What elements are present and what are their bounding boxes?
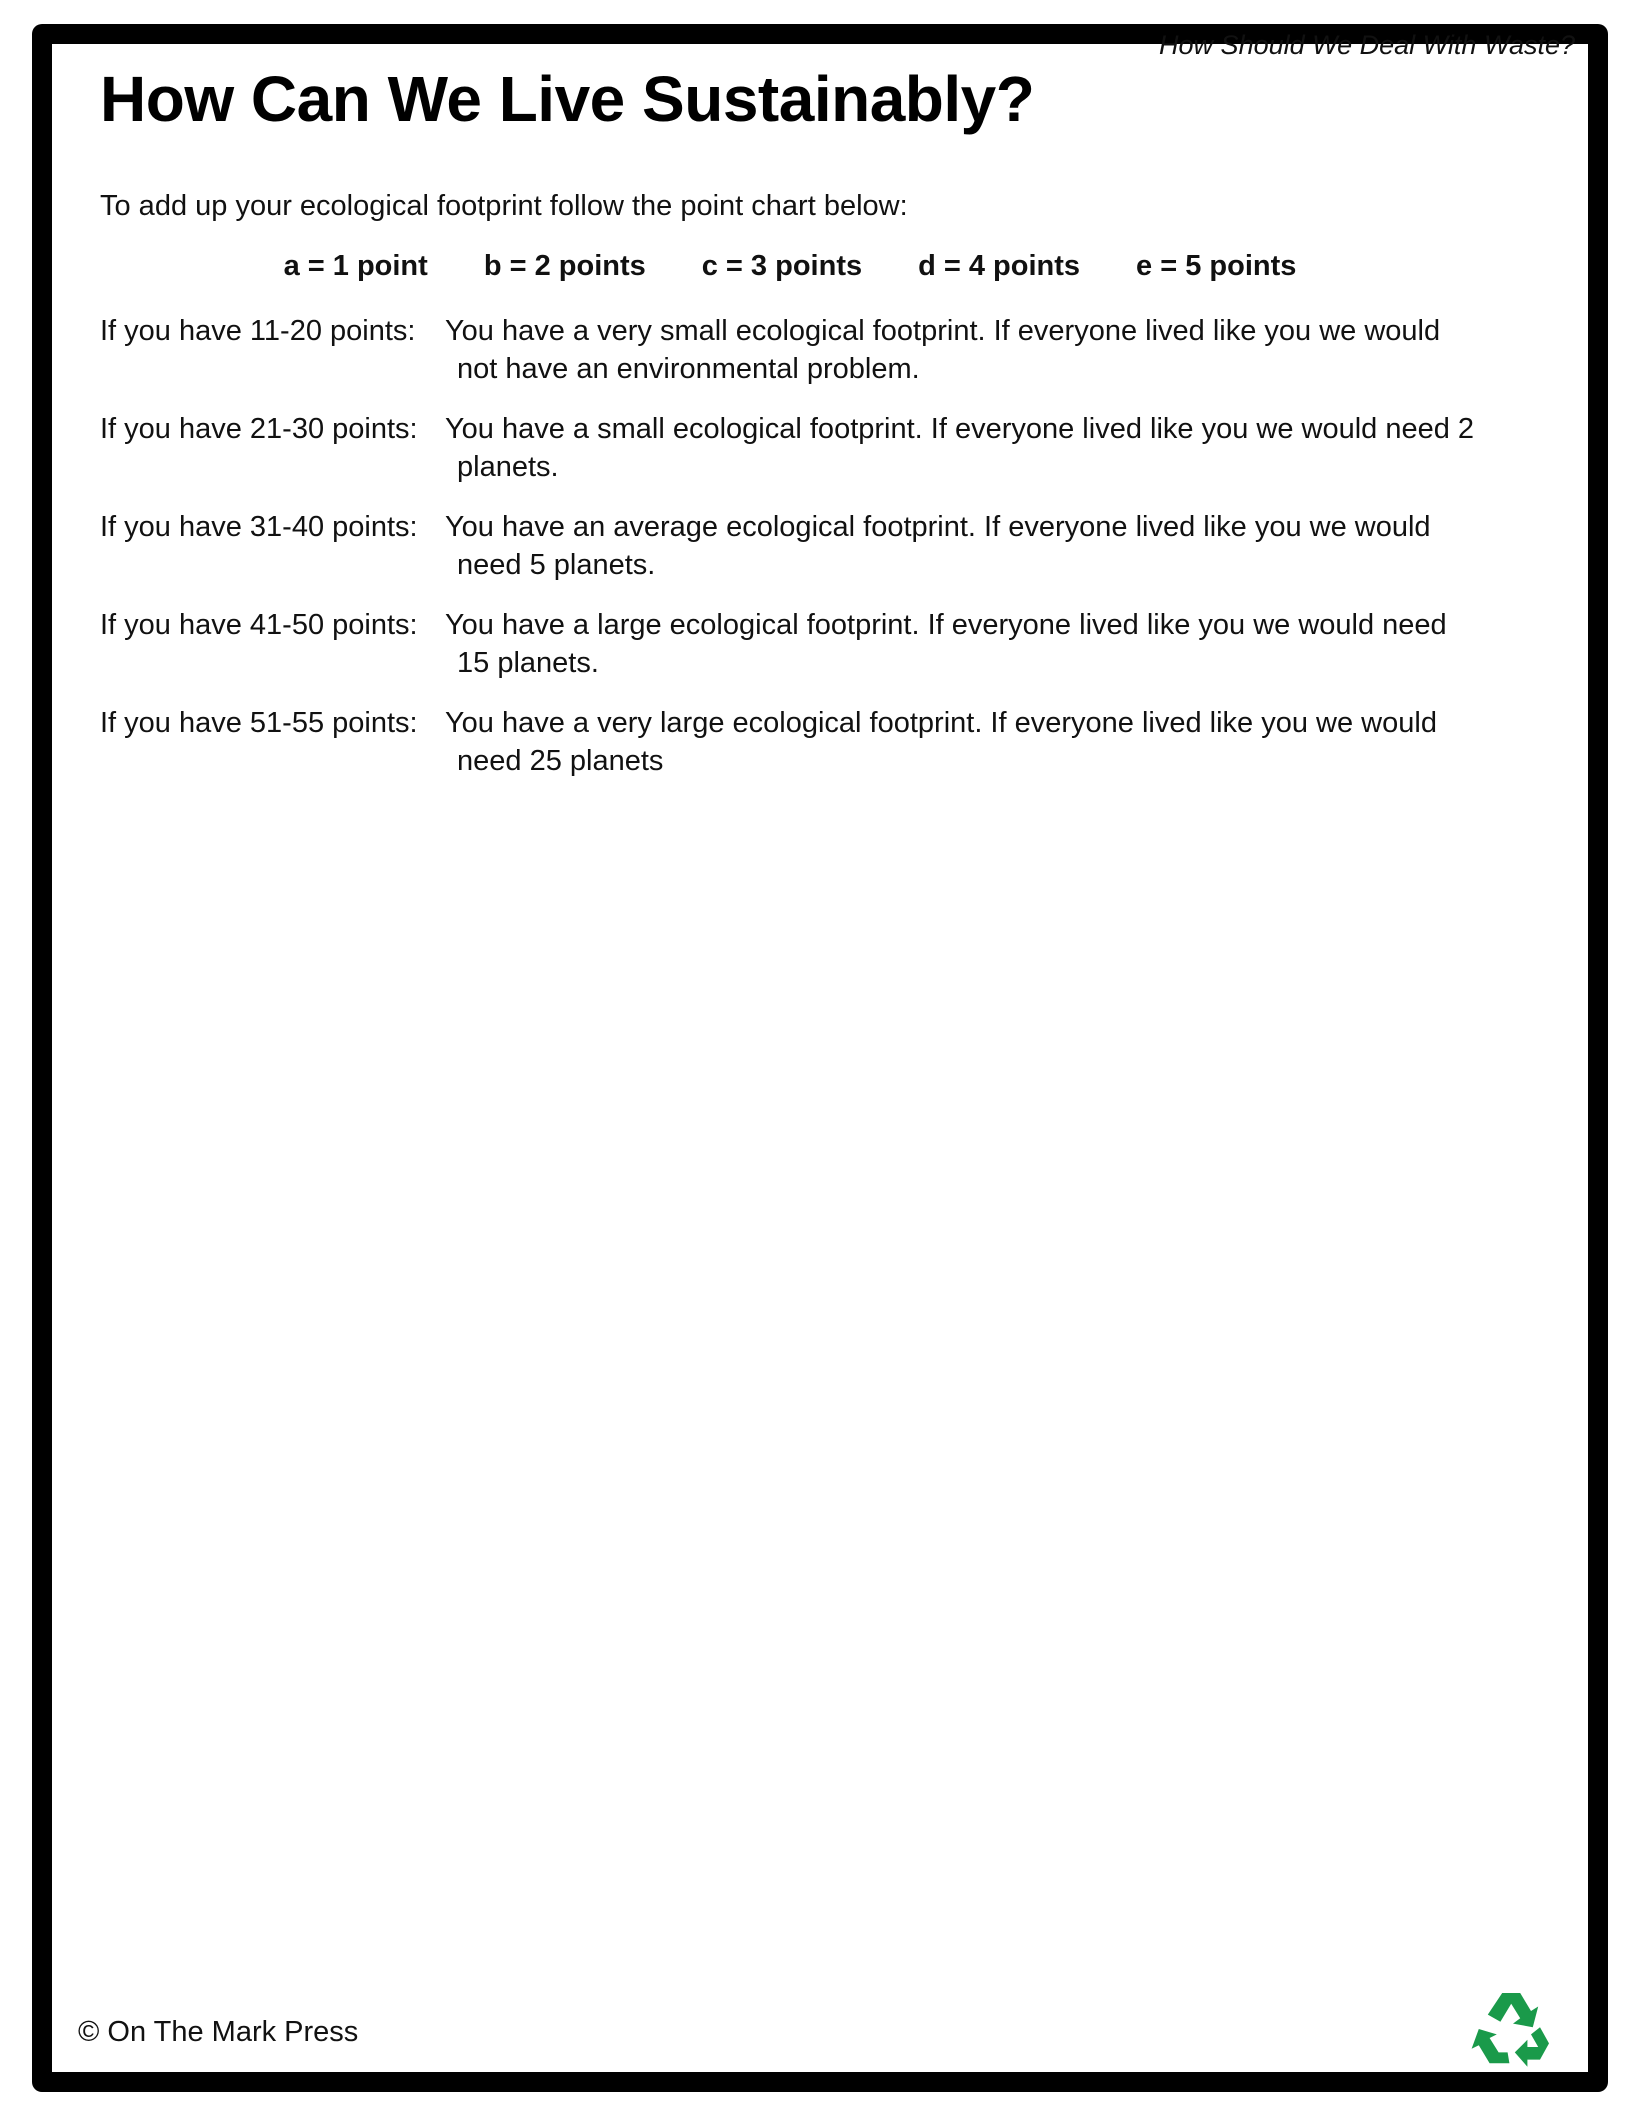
score-range: If you have 51-55 points: [100, 707, 418, 739]
score-row [100, 704, 1500, 780]
point-value-d: d = 4 points [918, 250, 1081, 282]
point-chart [100, 250, 1480, 283]
score-range: If you have 31-40 points: [100, 511, 418, 543]
page-title: How Can We Live Sustainably? [100, 63, 1035, 135]
score-row [100, 410, 1500, 486]
score-description: You have a small ecological footprint. If everyone lived like you we would need 2 planets. [445, 413, 1475, 483]
score-range: If you have 11-20 points: [100, 315, 416, 347]
point-value-a: a = 1 point [283, 250, 428, 282]
point-value-b: b = 2 points [483, 250, 646, 282]
recycle-icon [1468, 1984, 1558, 2074]
score-row [100, 312, 1500, 388]
header-topic: How Should We Deal With Waste? [1159, 30, 1575, 60]
score-row [100, 606, 1500, 682]
copyright-text: © On The Mark Press [78, 2016, 359, 2048]
score-range: If you have 41-50 points: [100, 609, 418, 641]
score-description: You have a very large ecological footprint. If everyone lived like you we would need 25 planets [445, 707, 1437, 777]
score-list [100, 312, 1500, 802]
point-value-c: c = 3 points [701, 250, 863, 282]
score-description: You have an average ecological footprint. If everyone lived like you we would need 5 planets. [445, 511, 1431, 581]
score-description: You have a very small ecological footprint. If everyone lived like you we would not have an environmental problem. [445, 315, 1441, 385]
intro-text: To add up your ecological footprint follow the point chart below: [100, 190, 908, 222]
point-value-e: e = 5 points [1136, 250, 1297, 282]
score-description: You have a large ecological footprint. If everyone lived like you we would need 15 planets. [445, 609, 1447, 679]
score-row [100, 508, 1500, 584]
score-range: If you have 21-30 points: [100, 413, 418, 445]
